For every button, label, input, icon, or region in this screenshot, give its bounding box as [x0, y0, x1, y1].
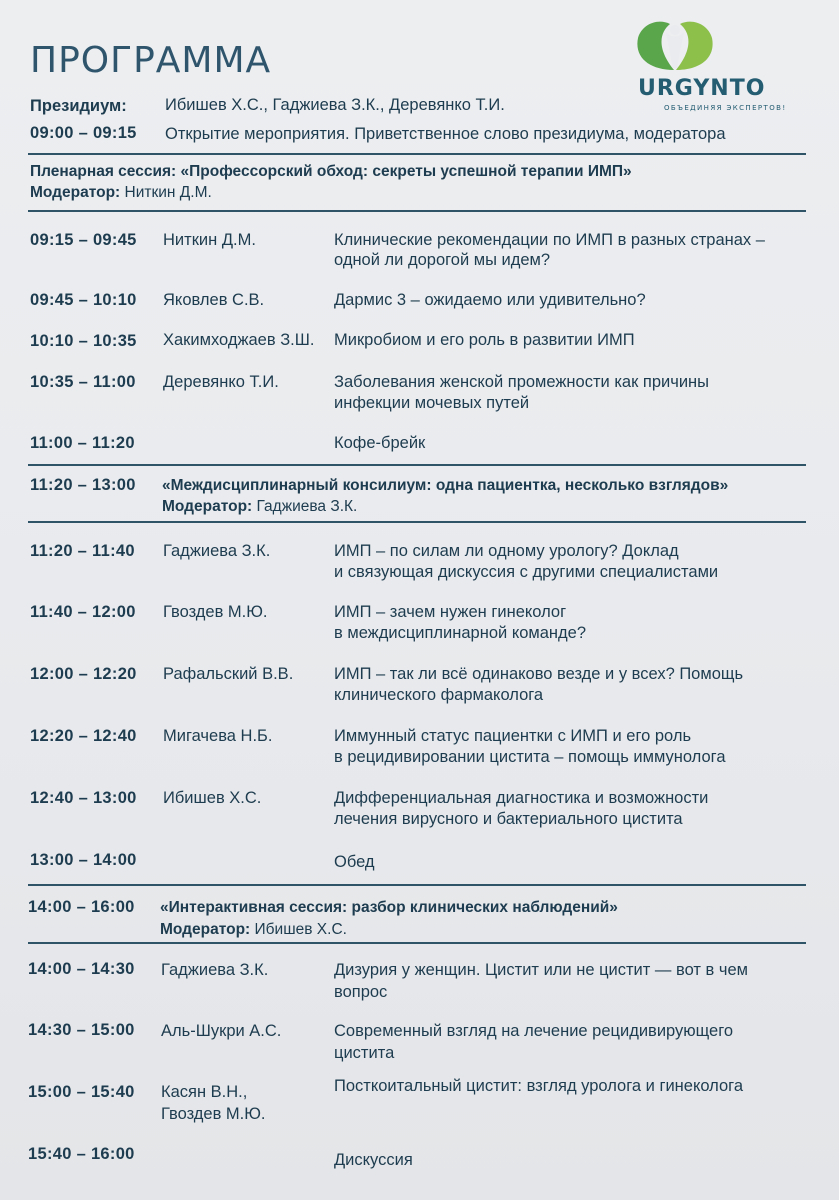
item-topic: Обед [334, 853, 375, 871]
item-time: 15:00 – 15:40 [28, 1083, 135, 1101]
item-topic: ИМП – зачем нужен гинеколог [334, 603, 567, 621]
item-speaker: Гаджиева З.К. [163, 542, 271, 560]
item-speaker: Мигачева Н.Б. [163, 727, 273, 745]
item-speaker: Рафальский В.В. [163, 665, 294, 683]
item-speaker: Ниткин Д.М. [163, 231, 256, 249]
logo-tagline: ОБЪЕДИНЯЯ ЭКСПЕРТОВ! [664, 104, 787, 112]
item-speaker: Касян В.Н., [161, 1083, 248, 1101]
logo-name: URGYNTO [638, 76, 766, 101]
moderator-name: Гаджиева З.К. [256, 498, 358, 515]
item-time: 15:40 – 16:00 [28, 1145, 135, 1163]
divider [28, 521, 806, 523]
item-topic-line2: инфекции мочевых путей [334, 394, 530, 412]
item-time: 12:00 – 12:20 [30, 665, 137, 683]
session3-title: «Интерактивная сессия: разбор клинических наблюдений» [160, 899, 618, 916]
presidium-names: Ибишев Х.С., Гаджиева З.К., Деревянко Т.И. [165, 96, 505, 114]
item-topic-line2: в междисциплинарной команде? [334, 624, 587, 642]
page-title: ПРОГРАММА [30, 40, 272, 81]
item-topic-line2: одной ли дорогой мы идем? [334, 251, 551, 269]
item-time: 12:20 – 12:40 [30, 727, 137, 745]
item-time: 12:40 – 13:00 [30, 789, 137, 807]
item-topic: Заболевания женской промежности как причины [334, 373, 710, 391]
item-topic-line2: вопрос [334, 983, 388, 1001]
item-time: 11:00 – 11:20 [30, 434, 135, 452]
session1-title: Пленарная сессия: «Профессорский обход: секреты успешной терапии ИМП» [30, 163, 632, 180]
item-time: 13:00 – 14:00 [30, 851, 137, 869]
item-speaker: Яковлев С.В. [163, 291, 265, 309]
item-topic-line2: и связующая дискуссия с другими специалистами [334, 563, 719, 581]
item-topic: Дискуссия [334, 1151, 413, 1169]
item-topic: Посткоитальный цистит: взгляд уролога и гинеколога [334, 1077, 744, 1095]
opening-text: Открытие мероприятия. Приветственное слово президиума, модератора [165, 125, 726, 143]
session3-moderator [160, 920, 347, 940]
divider [28, 884, 806, 886]
item-speaker: Гвоздев М.Ю. [163, 603, 268, 621]
item-topic: Современный взгляд на лечение рецидивирующего [334, 1022, 734, 1040]
divider [28, 464, 806, 466]
item-topic: Клинические рекомендации по ИМП в разных странах – [334, 231, 765, 249]
item-speaker: Деревянко Т.И. [163, 373, 279, 391]
item-speaker-line2: Гвоздев М.Ю. [161, 1105, 266, 1123]
session1-moderator [30, 183, 212, 203]
item-time: 09:15 – 09:45 [30, 231, 137, 249]
item-time: 09:45 – 10:10 [30, 291, 137, 309]
item-topic: Иммунный статус пациентки с ИМП и его роль [334, 727, 692, 745]
urgynto-logo [630, 18, 810, 118]
moderator-name: Ибишев Х.С. [254, 921, 347, 938]
session2-moderator [162, 497, 357, 517]
item-time: 11:20 – 11:40 [30, 542, 135, 560]
item-topic-line2: цистита [334, 1044, 395, 1062]
item-topic: Дармис 3 – ожидаемо или удивительно? [334, 291, 646, 309]
item-time: 10:35 – 11:00 [30, 373, 136, 391]
item-topic: Микробиом и его роль в развитии ИМП [334, 331, 635, 349]
moderator-label: Модератор: [162, 498, 253, 515]
item-topic: Кофе-брейк [334, 434, 426, 452]
divider [28, 942, 806, 944]
moderator-label: Модератор: [160, 921, 251, 938]
divider [28, 210, 806, 212]
logo-mark-icon [630, 18, 720, 76]
item-topic: Дизурия у женщин. Цистит или не цистит — вот в чем [334, 961, 749, 979]
item-speaker: Хакимходжаев З.Ш. [163, 331, 315, 349]
item-time: 14:30 – 15:00 [28, 1021, 135, 1039]
item-speaker: Ибишев Х.С. [163, 789, 262, 807]
item-time: 10:10 – 10:35 [30, 332, 137, 350]
item-topic: Дифференциальная диагностика и возможности [334, 789, 709, 807]
presidium-label: Президиум: [30, 97, 127, 115]
item-speaker: Гаджиева З.К. [161, 961, 269, 979]
opening-time: 09:00 – 09:15 [30, 124, 137, 142]
session3-time: 14:00 – 16:00 [28, 898, 135, 916]
session2-title: «Междисциплинарный консилиум: одна пациентка, несколько взглядов» [162, 477, 729, 494]
moderator-name: Ниткин Д.М. [124, 184, 212, 201]
divider [28, 153, 806, 155]
item-topic-line2: клинического фармаколога [334, 686, 544, 704]
item-speaker: Аль-Шукри А.С. [161, 1022, 282, 1040]
item-time: 14:00 – 14:30 [28, 960, 135, 978]
moderator-label: Модератор: [30, 184, 121, 201]
item-time: 11:40 – 12:00 [30, 603, 136, 621]
item-topic: ИМП – так ли всё одинаково везде и у всех? Помощь [334, 665, 744, 683]
item-topic-line2: лечения вирусного и бактериального цистита [334, 810, 683, 828]
item-topic-line2: в рецидивировании цистита – помощь иммунолога [334, 748, 726, 766]
item-topic: ИМП – по силам ли одному урологу? Доклад [334, 542, 679, 560]
session2-time: 11:20 – 13:00 [30, 476, 136, 494]
